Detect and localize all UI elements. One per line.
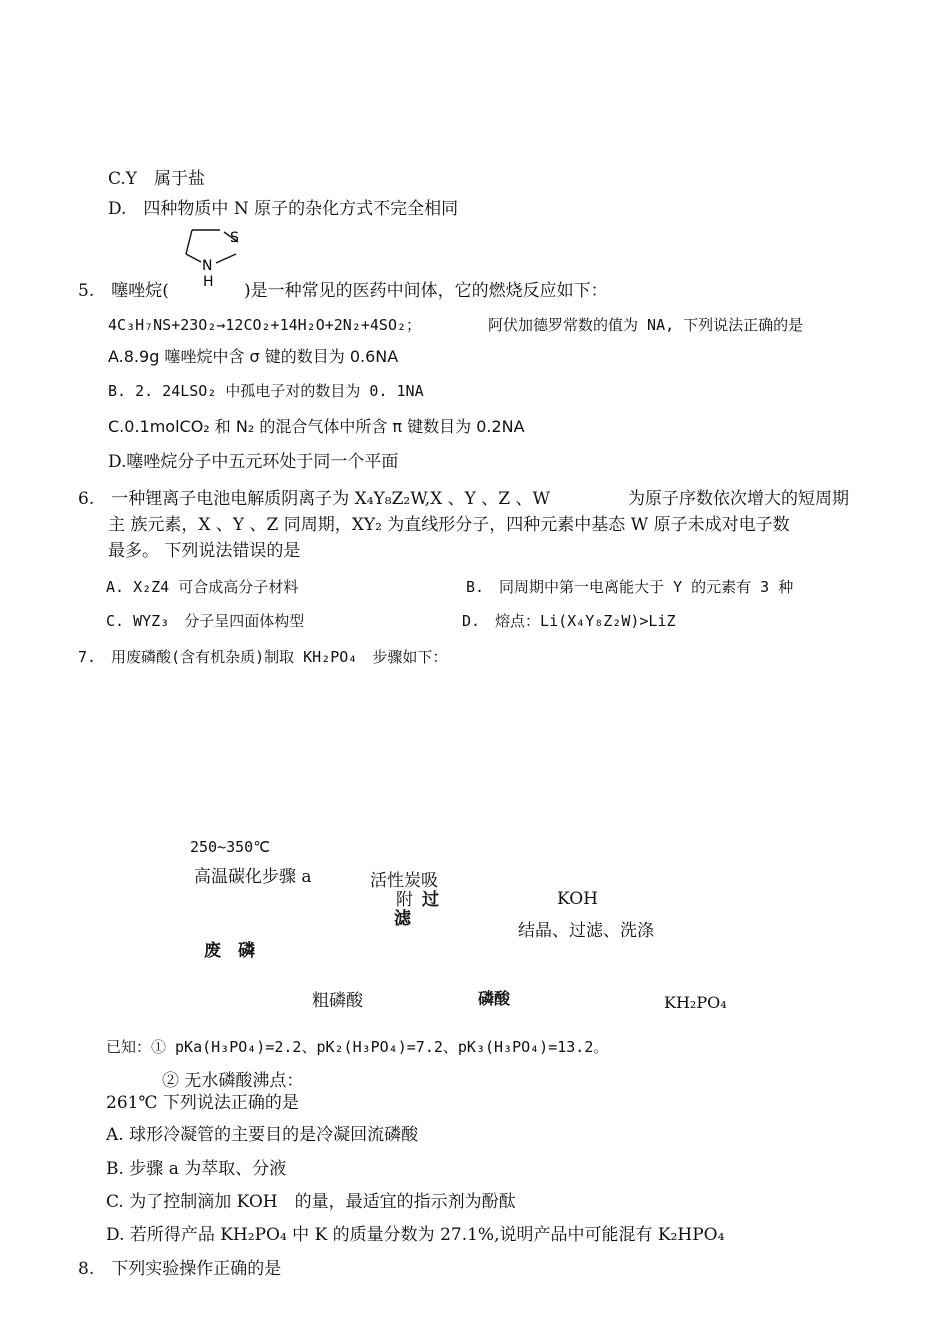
q4-option-d: D. 四种物质中 N 原子的杂化方式不完全相同 <box>108 199 459 219</box>
q5-option-d: D.噻唑烷分子中五元环处于同一个平面 <box>108 452 399 472</box>
q5-stem-before: 5. 噻唑烷( <box>78 281 169 301</box>
flow-fu: 附 <box>396 890 413 910</box>
flow-crystal: 结晶、过滤、洗涤 <box>518 921 654 941</box>
bond-bottom-left <box>186 254 201 262</box>
q6-option-c: C. WYZ₃ 分子呈四面体构型 <box>106 612 305 630</box>
flow-product: KH₂PO₄ <box>664 993 727 1012</box>
flow-waste-phosphoric: 废 磷 <box>204 941 255 961</box>
q7-known-3: 261℃ 下列说法正确的是 <box>106 1093 299 1113</box>
q7-stem: 7. 用废磷酸(含有机杂质)制取 KH₂PO₄ 步骤如下： <box>78 648 448 666</box>
q5-stem-after: )是一种常见的医药中间体，它的燃烧反应如下： <box>244 281 608 301</box>
q7-option-a: A. 球形冷凝管的主要目的是冷凝回流磷酸 <box>106 1125 419 1145</box>
q7-option-b: B. 步骤 a 为萃取、分液 <box>106 1159 287 1179</box>
bond-left <box>186 230 192 254</box>
flow-acid: 磷酸 <box>478 989 511 1008</box>
flow-adsorb: 活性炭吸 <box>370 871 438 891</box>
flow-crude-acid: 粗磷酸 <box>312 991 363 1011</box>
thiazolidine-structure <box>172 224 252 288</box>
atom-s: S <box>230 230 239 246</box>
q5-reaction-tail: 阿伏加德罗常数的值为 NA, 下列说法正确的是 <box>488 316 804 334</box>
q6-line-3: 最多。 下列说法错误的是 <box>108 541 301 561</box>
atom-h: H <box>203 274 214 288</box>
q6-line-1a: 6. 一种锂离子电池电解质阴离子为 X₄Y₈Z₂W,X 、Y 、Z 、W <box>78 489 550 509</box>
q7-known-1: 已知：① pKa(H₃PO₄)=2.2、pK₂(H₃PO₄)=7.2、pK₃(H₃PO₄)=13.2。 <box>106 1038 609 1056</box>
q6-line-2: 主 族元素，X 、Y 、Z 同周期，XY₂ 为直线形分子，四种元素中基态 W 原子未成对电子数 <box>108 515 790 535</box>
q5-reaction: 4C₃H₇NS+23O₂→12CO₂+14H₂O+2N₂+4SO₂； <box>108 316 422 334</box>
q5-option-c: C.0.1molCO₂ 和 N₂ 的混合气体中所含 π 键数目为 0.2NA <box>108 417 525 436</box>
flow-temperature: 250~350℃ <box>190 838 271 856</box>
flow-step-a: 高温碳化步骤 a <box>194 867 312 887</box>
q6-option-b: B. 同周期中第一电离能大于 Y 的元素有 3 种 <box>466 578 794 596</box>
q4-option-c: C.Y 属于盐 <box>108 169 206 189</box>
q5-option-a: A.8.9g 噻唑烷中含 σ 键的数目为 0.6NA <box>108 347 399 366</box>
q7-option-d: D. 若所得产品 KH₂PO₄ 中 K 的质量分数为 27.1%,说明产品中可能混有 K₂HPO₄ <box>106 1225 725 1245</box>
flow-koh: KOH <box>557 889 599 909</box>
q6-option-a: A. X₂Z4 可合成高分子材料 <box>106 578 299 596</box>
q7-known-2: ② 无水磷酸沸点： <box>162 1071 304 1091</box>
q5-option-b: B. 2. 24LSO₂ 中孤电子对的数目为 0. 1NA <box>108 382 424 400</box>
q7-option-c: C. 为了控制滴加 KOH 的量，最适宜的指示剂为酚酞 <box>106 1192 516 1212</box>
flow-guo: 过 <box>422 890 439 910</box>
q6-line-1b: 为原子序数依次增大的短周期 <box>628 489 849 509</box>
atom-n: N <box>202 258 213 274</box>
q6-option-d: D. 熔点：Li(X₄Y₈Z₂W)>LiZ <box>462 612 676 630</box>
flow-lv: 滤 <box>394 909 411 929</box>
q8-stem: 8. 下列实验操作正确的是 <box>78 1259 282 1279</box>
bond-bottom-right <box>216 254 236 263</box>
